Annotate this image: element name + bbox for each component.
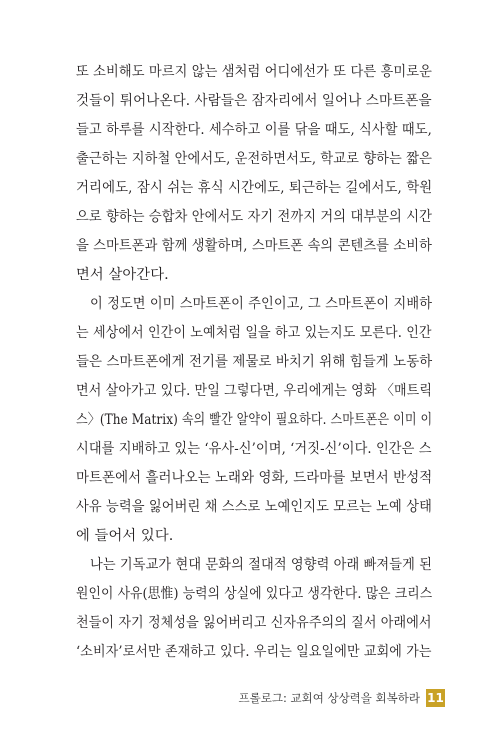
text-line: 에 들어서 있다. [76,528,174,544]
text-line: 원인이 사유(思惟) 능력의 상실에 있다고 생각한다. 많은 크리스 [76,586,433,602]
text-line: 마트폰에서 흘러나오는 노래와 영화, 드라마를 보면서 반성적 [76,470,433,486]
text-line: 출근하는 지하철 안에서도, 운전하면서도, 학교로 향하는 짧은 [76,151,432,167]
paragraph-start-line: 이 정도면 이미 스마트폰이 주인이고, 그 스마트폰이 지배하 [90,296,433,312]
paragraph-start-line: 나는 기독교가 현대 문화의 절대적 영향력 아래 빠져들게 된 [90,557,433,573]
page-footer [0,687,500,709]
text-line: 는 세상에서 인간이 노예처럼 일을 하고 있는지도 모른다. 인간 [76,325,432,341]
text-line: 것들이 튀어나온다. 사람들은 잠자리에서 일어나 스마트폰을 [76,93,432,109]
text-line: 을 스마트폰과 함께 생활하며, 스마트폰 속의 콘텐츠를 소비하 [76,238,432,254]
text-line: 들은 스마트폰에게 전기를 제물로 바치기 위해 힘들게 노동하 [76,354,433,370]
text-line: 시대를 지배하고 있는 ‘유사-신’이며, ‘거짓-신’이다. 인간은 스 [76,441,432,457]
text-line: 또 소비해도 마르지 않는 샘처럼 어디에선가 또 다른 흥미로운 [76,64,432,80]
text-line: 면서 살아가고 있다. 만일 그렇다면, 우리에게는 영화 〈매트릭 [76,383,433,399]
running-title: 프롤로그: 교회여 상상력을 회복하라 [238,691,420,705]
text-line: 면서 살아간다. [76,267,169,283]
text-line: 사유 능력을 잃어버린 채 스스로 노예인지도 모르는 노예 상태 [76,499,432,515]
text-line: 스〉(The Matrix) 속의 빨간 알약이 필요하다. 스마트폰은 이미 이 [76,412,433,428]
text-line: 거리에도, 잠시 쉬는 휴식 시간에도, 퇴근하는 길에서도, 학원 [76,180,433,196]
page-number-badge: 11 [427,691,444,705]
text-line: 으로 향하는 승합차 안에서도 자기 전까지 거의 대부분의 시간 [76,209,432,225]
text-line: 들고 하루를 시작한다. 세수하고 이를 닦을 때도, 식사할 때도, [76,122,432,138]
text-line: ‘소비자’로서만 존재하고 있다. 우리는 일요일에만 교회에 가는 [76,644,432,660]
text-line: 천들이 자기 정체성을 잃어버리고 신자유주의의 질서 아래에서 [76,615,432,631]
